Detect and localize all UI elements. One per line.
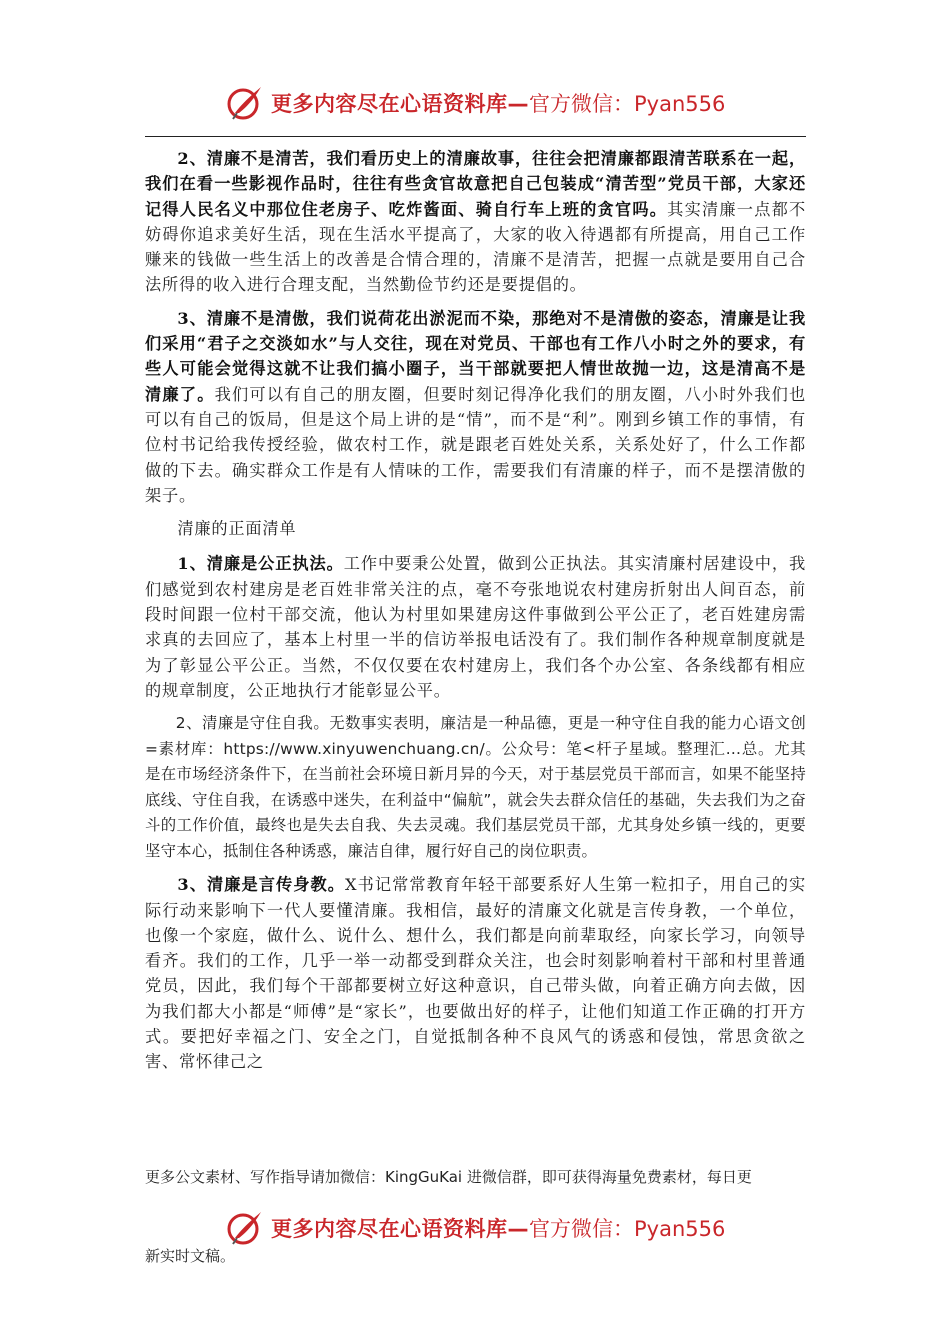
- quill-pen-logo-icon: [225, 83, 265, 123]
- paragraph-body: 工作中要秉公处置，做到公正执法。其实清廉村居建设中，我们感觉到农村建房是老百姓非常关注的点，毫不夸张地说农村建房折射出人间百态，前段时间跟一位村干部交流，他认为村里如果建房这件事做到公平公正了，老百姓建房需求真的去回应了，基本上村里一半的信访举报电话没有了。我们制作各种规章制度就是为了彰显公平公正。当然，不仅仅要在农村建房上，我们各个办公室、各条线都有相应的规章制度，公正地执行才能彰显公平。: [145, 554, 806, 700]
- section-heading: 清廉的正面清单: [177, 519, 297, 539]
- banner-contact: 官方微信：Pyan556: [529, 1217, 726, 1241]
- banner-title: 更多内容尽在心语资料库: [271, 92, 508, 116]
- paragraph-bold-lead: 3、清廉是言传身教。: [177, 875, 346, 895]
- banner-title: 更多内容尽在心语资料库: [271, 1217, 508, 1241]
- paragraph-yanchuan-shenjiao: [145, 872, 806, 1074]
- paragraph-bold-lead: 2、清廉不是清苦，我们看历史上的清廉故事，往往会把清廉都跟清苦联系在一起，我们在看一些影视作品时，往往有些贪官故意把自己包装成“清苦型”党员干部，大家还记得人民名义中那位住老房子、吃炸酱面、骑自行车上班的贪官吗。: [145, 149, 806, 219]
- footer-tail: 新实时文稿。: [145, 1247, 236, 1265]
- banner-text: [271, 88, 725, 118]
- paragraph-bold-lead: 1、清廉是公正执法。: [177, 554, 344, 574]
- footer-banner: [225, 1208, 725, 1248]
- header-banner: [225, 83, 725, 123]
- paragraph-gongzheng-zhifa: [145, 551, 806, 703]
- footer-note: 更多公文素材、写作指导请加微信：KingGuKai 进微信群，即可获得海量免费素材，每日更: [145, 1168, 752, 1186]
- paragraph-body: 其实清廉一点都不妨碍你追求美好生活，现在生活水平提高了，大家的收入待遇都有所提高，用自己工作赚来的钱做一些生活上的改善是合情合理的，清廉不是清苦，把握一点就是要用自己合法所得的收入进行合理支配，当然勤俭节约还是要提倡的。: [145, 199, 806, 295]
- paragraph-qinglian-not-qingao: [145, 306, 806, 508]
- paragraph-body: 我们可以有自己的朋友圈，但要时刻记得净化我们的朋友圈，八小时外我们也可以有自己的饭局，但是这个局上讲的是“情”，而不是“利”。刚到乡镇工作的事情，有位村书记给我传授经验，做农村工作，就是跟老百姓处关系，关系处好了，什么工作都做的下去。确实群众工作是有人情味的工作，需要我们有清廉的样子，而不是摆清傲的架子。: [145, 384, 806, 505]
- paragraph-bold-lead: 3、清廉不是清傲，我们说荷花出淤泥而不染，那绝对不是清傲的姿态，清廉是让我们采用“君子之交淡如水”与人交往，现在对党员、干部也有工作八小时之外的要求，有些人可能会觉得这就不让我们搞小圈子，当干部就要把人情世故抛一边，这是清高不是清廉了。: [145, 308, 806, 404]
- banner-dash: —: [507, 92, 529, 116]
- header-divider: [145, 136, 806, 137]
- quill-pen-logo-icon: [225, 1208, 265, 1248]
- banner-text: [271, 1213, 725, 1243]
- body-content: [145, 146, 806, 1083]
- paragraph-shouzhu-ziwo: 2、清廉是守住自我。无数事实表明，廉洁是一种品德，更是一种守住自我的能力心语文创=素材库：https://www.xinyuwenchuang.cn/。公众号：笔<杆子星域。整理汇…总。尤其是在市场经济条件下，在当前社会环境日新月异的今天，对于基层党员干部而言，如果不能坚持底线、守住自我，在诱惑中迷失，在利益中“偏航”，就会失去群众信任的基础，失去我们为之奋斗的工作价值，最终也是失去自我、失去灵魂。我们基层党员干部，尤其身处乡镇一线的，更要坚守本心，抵制住各种诱惑，廉洁自律，履行好自己的岗位职责。: [145, 714, 806, 860]
- banner-dash: —: [507, 1217, 529, 1241]
- banner-contact: 官方微信：Pyan556: [529, 92, 726, 116]
- paragraph-body: X书记常常教育年轻干部要系好人生第一粒扣子，用自己的实际行动来影响下一代人要懂清廉。我相信，最好的清廉文化就是言传身教，一个单位，也像一个家庭，做什么、说什么、想什么，我们都是向前辈取经，向家长学习，向领导看齐。我们的工作，几乎一举一动都受到群众关注，也会时刻影响着村干部和村里普通党员，因此，我们每个干部都要树立好这种意识，自己带头做，向着正确方向去做，因为我们都大小都是“师傅”是“家长”，也要做出好的样子，让他们知道工作正确的打开方式。要把好幸福之门、安全之门，自觉抵制各种不良风气的诱惑和侵蚀，常思贪欲之害、常怀律己之: [145, 875, 807, 1072]
- paragraph-qinglian-not-qingku: [145, 146, 806, 298]
